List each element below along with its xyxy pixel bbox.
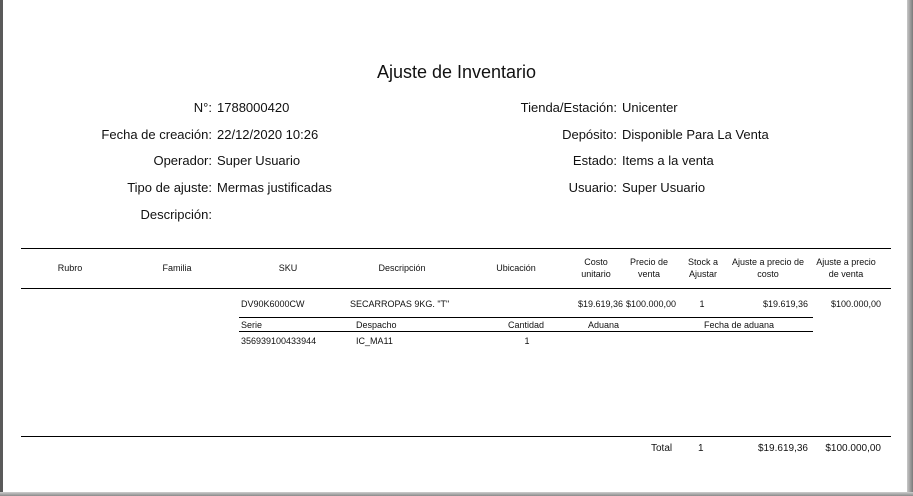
col-sku: SKU xyxy=(278,263,298,273)
col-stock-ajustar: Stock a Ajustar xyxy=(687,257,718,279)
row-ajuste-venta: $100.000,00 xyxy=(830,299,881,309)
warehouse-label: Depósito: xyxy=(562,127,617,142)
number-value: 1788000420 xyxy=(217,100,290,115)
store-value: Unicenter xyxy=(622,100,678,115)
sub-col-serie: Serie xyxy=(241,320,263,330)
totals-rule xyxy=(21,436,891,437)
col-ajuste-venta: Ajuste a precio de venta xyxy=(816,257,876,279)
total-label: Total xyxy=(651,443,673,454)
row-costo-unitario: $19.619,36 xyxy=(577,299,623,309)
col-familia: Familia xyxy=(162,263,192,273)
total-ajuste-venta: $100.000,00 xyxy=(825,443,881,454)
row-sku: DV90K6000CW xyxy=(241,299,305,309)
table-header-rule xyxy=(21,288,891,289)
row-descripcion: SECARROPAS 9KG. "T" xyxy=(350,299,450,309)
store-label: Tienda/Estación: xyxy=(520,100,617,115)
total-stock: 1 xyxy=(698,443,704,454)
sub-col-cantidad: Cantidad xyxy=(508,320,545,330)
col-precio-venta: Precio de venta xyxy=(629,257,669,279)
sub-row-serie: 356939100433944 xyxy=(241,336,317,346)
sub-col-fecha-aduana: Fecha de aduana xyxy=(704,320,775,330)
subtable-top-rule xyxy=(239,317,813,318)
col-ajuste-costo: Ajuste a precio de costo xyxy=(731,257,805,279)
col-costo-unitario: Costo unitario xyxy=(581,257,611,279)
description-label: Descripción: xyxy=(140,207,212,222)
sub-row-cantidad: 1 xyxy=(524,336,530,346)
creation-date-value: 22/12/2020 10:26 xyxy=(217,127,319,142)
operator-label: Operador: xyxy=(153,153,212,168)
operator-value: Super Usuario xyxy=(217,153,301,168)
number-label: N°: xyxy=(193,100,212,115)
user-label: Usuario: xyxy=(568,180,617,195)
report-title: Ajuste de Inventario xyxy=(376,62,537,82)
adjust-type-value: Mermas justificadas xyxy=(217,180,332,195)
sub-col-aduana: Aduana xyxy=(588,320,620,330)
sub-row-despacho: IC_MA11 xyxy=(356,336,393,346)
adjust-type-label: Tipo de ajuste: xyxy=(127,180,212,195)
subtable-header-rule xyxy=(239,331,813,332)
user-value: Super Usuario xyxy=(622,180,706,195)
window-bottom-border xyxy=(0,492,913,496)
row-precio-venta: $100.000,00 xyxy=(625,299,676,309)
table-top-rule xyxy=(21,248,891,249)
status-value: Items a la venta xyxy=(622,153,714,168)
status-label: Estado: xyxy=(572,153,617,168)
col-ubicacion: Ubicación xyxy=(496,263,536,273)
col-rubro: Rubro xyxy=(57,263,83,273)
sub-col-despacho: Despacho xyxy=(356,320,397,330)
total-ajuste-costo: $19.619,36 xyxy=(757,443,808,454)
col-descripcion: Descripción xyxy=(378,263,426,273)
creation-date-label: Fecha de creación: xyxy=(101,127,212,142)
row-ajuste-costo: $19.619,36 xyxy=(762,299,808,309)
row-stock-ajustar: 1 xyxy=(699,299,705,309)
warehouse-value: Disponible Para La Venta xyxy=(622,127,769,142)
